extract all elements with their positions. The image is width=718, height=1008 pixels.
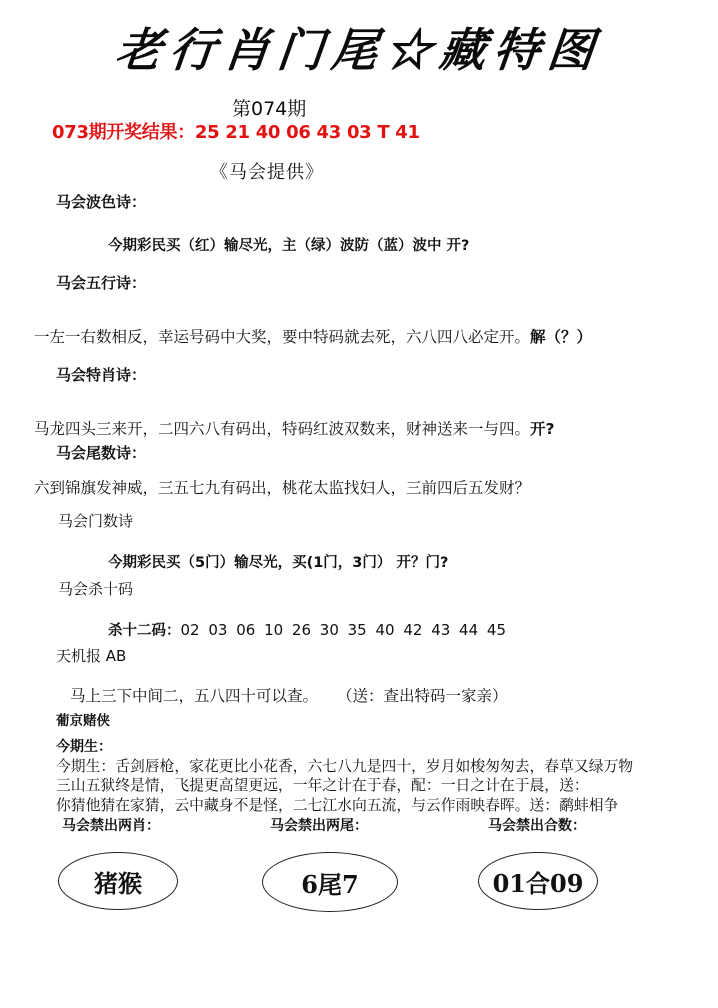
wave-poem-label: 马会波色诗： [56,193,147,211]
kill-ten-label: 马会杀十码 [58,580,134,598]
tianji-line [70,684,507,706]
ban-zodiac-label: 马会禁出两肖： [62,818,160,834]
page-title: 老行肖门尾☆藏特图 [112,23,605,77]
tail-poem-label: 马会尾数诗： [56,444,147,462]
ban-zodiac-oval [58,852,178,910]
poem-line-2: 三山五狱终是情，飞提更高望更远，一年之计在于春，配：一日之计在于晨，送： [56,777,589,794]
gate-poem-label: 马会门数诗 [58,512,134,530]
ban-tail-label: 马会禁出两尾： [270,818,368,834]
wave-poem-text: 今期彩民买（红）输尽光，主（绿）波防（蓝）波中 开? [108,238,470,254]
previous-result: 073期开奖结果：25 21 40 06 43 03 T 41 [52,122,420,143]
five-element-line [34,325,592,347]
ban-combo-label: 马会禁出合数： [488,818,586,834]
poem-line-1: 今期生：舌剑唇枪，家花更比小花香，六七八九是四十，岁月如梭匆匆去，春草又绿万物 [56,758,634,775]
issue-number: 第074期 [232,98,307,120]
ban-zodiac-value: 猪猴 [94,868,142,898]
zodiac-poem-text: 马龙四头三来开，二四六八有码出，特码红波双数来，财神送来一与四。 [34,420,531,438]
kill-twelve-prefix: 杀十二码： [108,623,181,639]
zodiac-poem-tail: 开? [530,420,555,438]
ban-combo-value: 01合09 [492,868,584,898]
kill-twelve-numbers: 02 03 06 10 26 30 35 40 42 43 44 45 [180,621,506,639]
kill-twelve-line [108,619,506,640]
zodiac-poem-line [34,417,555,439]
tianji-label: 天机报 AB [56,647,127,665]
tianji-note: （送：查出特码一家亲） [336,687,508,705]
five-element-tail: 解（？） [530,328,593,346]
zodiac-poem-label: 马会特肖诗： [56,366,147,384]
gate-poem-text: 今期彩民买（5门）输尽光，买(1门，3门） 开？门? [108,555,449,571]
poem-line-3: 你猜他猜在家猜，云中藏身不是怪，二七江水向五流，与云作雨映春晖。送：鹬蚌相争 [56,797,619,814]
portugal-label: 葡京赌侠 [56,713,110,729]
five-element-label: 马会五行诗： [56,274,147,292]
provider-label: 《马会提供》 [210,162,324,183]
poem-label: 今期生： [56,739,112,755]
ban-tail-oval [262,852,398,912]
tail-poem-text: 六到锦旗发神威，三五七九有码出，桃花太监找妇人，三前四后五发财？ [34,479,531,497]
tianji-text: 马上三下中间二，五八四十可以查。 [70,687,319,705]
ban-combo-oval [478,852,598,910]
ban-tail-value: 6尾7 [301,869,359,899]
five-element-text: 一左一右数相反，幸运号码中大奖，要中特码就去死，六八四八必定开。 [34,328,531,346]
